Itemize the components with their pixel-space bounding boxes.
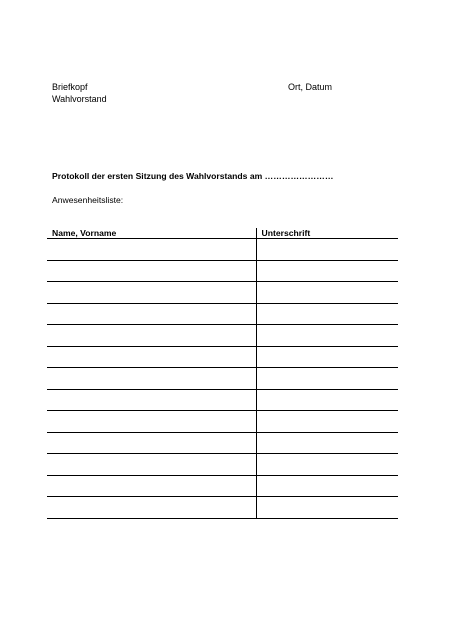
table-header-row — [47, 228, 398, 239]
signature-cell[interactable] — [256, 475, 398, 497]
table-row — [47, 260, 398, 282]
table-row — [47, 432, 398, 454]
table-row — [47, 239, 398, 261]
table-row — [47, 368, 398, 390]
table-row — [47, 454, 398, 476]
signature-cell[interactable] — [256, 282, 398, 304]
letterhead-block — [52, 81, 107, 105]
signature-cell[interactable] — [256, 303, 398, 325]
signature-cell[interactable] — [256, 389, 398, 411]
signature-cell[interactable] — [256, 454, 398, 476]
name-cell[interactable] — [47, 432, 256, 454]
signature-cell[interactable] — [256, 346, 398, 368]
column-header-signature: Unterschrift — [256, 228, 398, 239]
signature-cell[interactable] — [256, 368, 398, 390]
attendance-table-body — [47, 239, 398, 519]
attendance-list-label: Anwesenheitsliste: — [52, 195, 124, 205]
table-row — [47, 475, 398, 497]
name-cell[interactable] — [47, 346, 256, 368]
document-title: Protokoll der ersten Sitzung des Wahlvorstands am …………………… — [52, 171, 334, 181]
name-cell[interactable] — [47, 368, 256, 390]
table-row — [47, 346, 398, 368]
column-header-name: Name, Vorname — [47, 228, 256, 239]
attendance-table — [47, 228, 398, 519]
signature-cell[interactable] — [256, 260, 398, 282]
name-cell[interactable] — [47, 475, 256, 497]
name-cell[interactable] — [47, 389, 256, 411]
table-row — [47, 325, 398, 347]
signature-cell[interactable] — [256, 325, 398, 347]
name-cell[interactable] — [47, 325, 256, 347]
table-row — [47, 389, 398, 411]
signature-cell[interactable] — [256, 432, 398, 454]
name-cell[interactable] — [47, 303, 256, 325]
table-row — [47, 282, 398, 304]
name-cell[interactable] — [47, 260, 256, 282]
name-cell[interactable] — [47, 497, 256, 519]
election-board-label: Wahlvorstand — [52, 94, 107, 104]
place-date-label: Ort, Datum — [288, 82, 333, 92]
signature-cell[interactable] — [256, 497, 398, 519]
table-row — [47, 411, 398, 433]
name-cell[interactable] — [47, 454, 256, 476]
signature-cell[interactable] — [256, 239, 398, 261]
name-cell[interactable] — [47, 239, 256, 261]
name-cell[interactable] — [47, 282, 256, 304]
letterhead-label: Briefkopf — [52, 82, 88, 92]
name-cell[interactable] — [47, 411, 256, 433]
signature-cell[interactable] — [256, 411, 398, 433]
table-row — [47, 303, 398, 325]
table-row — [47, 497, 398, 519]
